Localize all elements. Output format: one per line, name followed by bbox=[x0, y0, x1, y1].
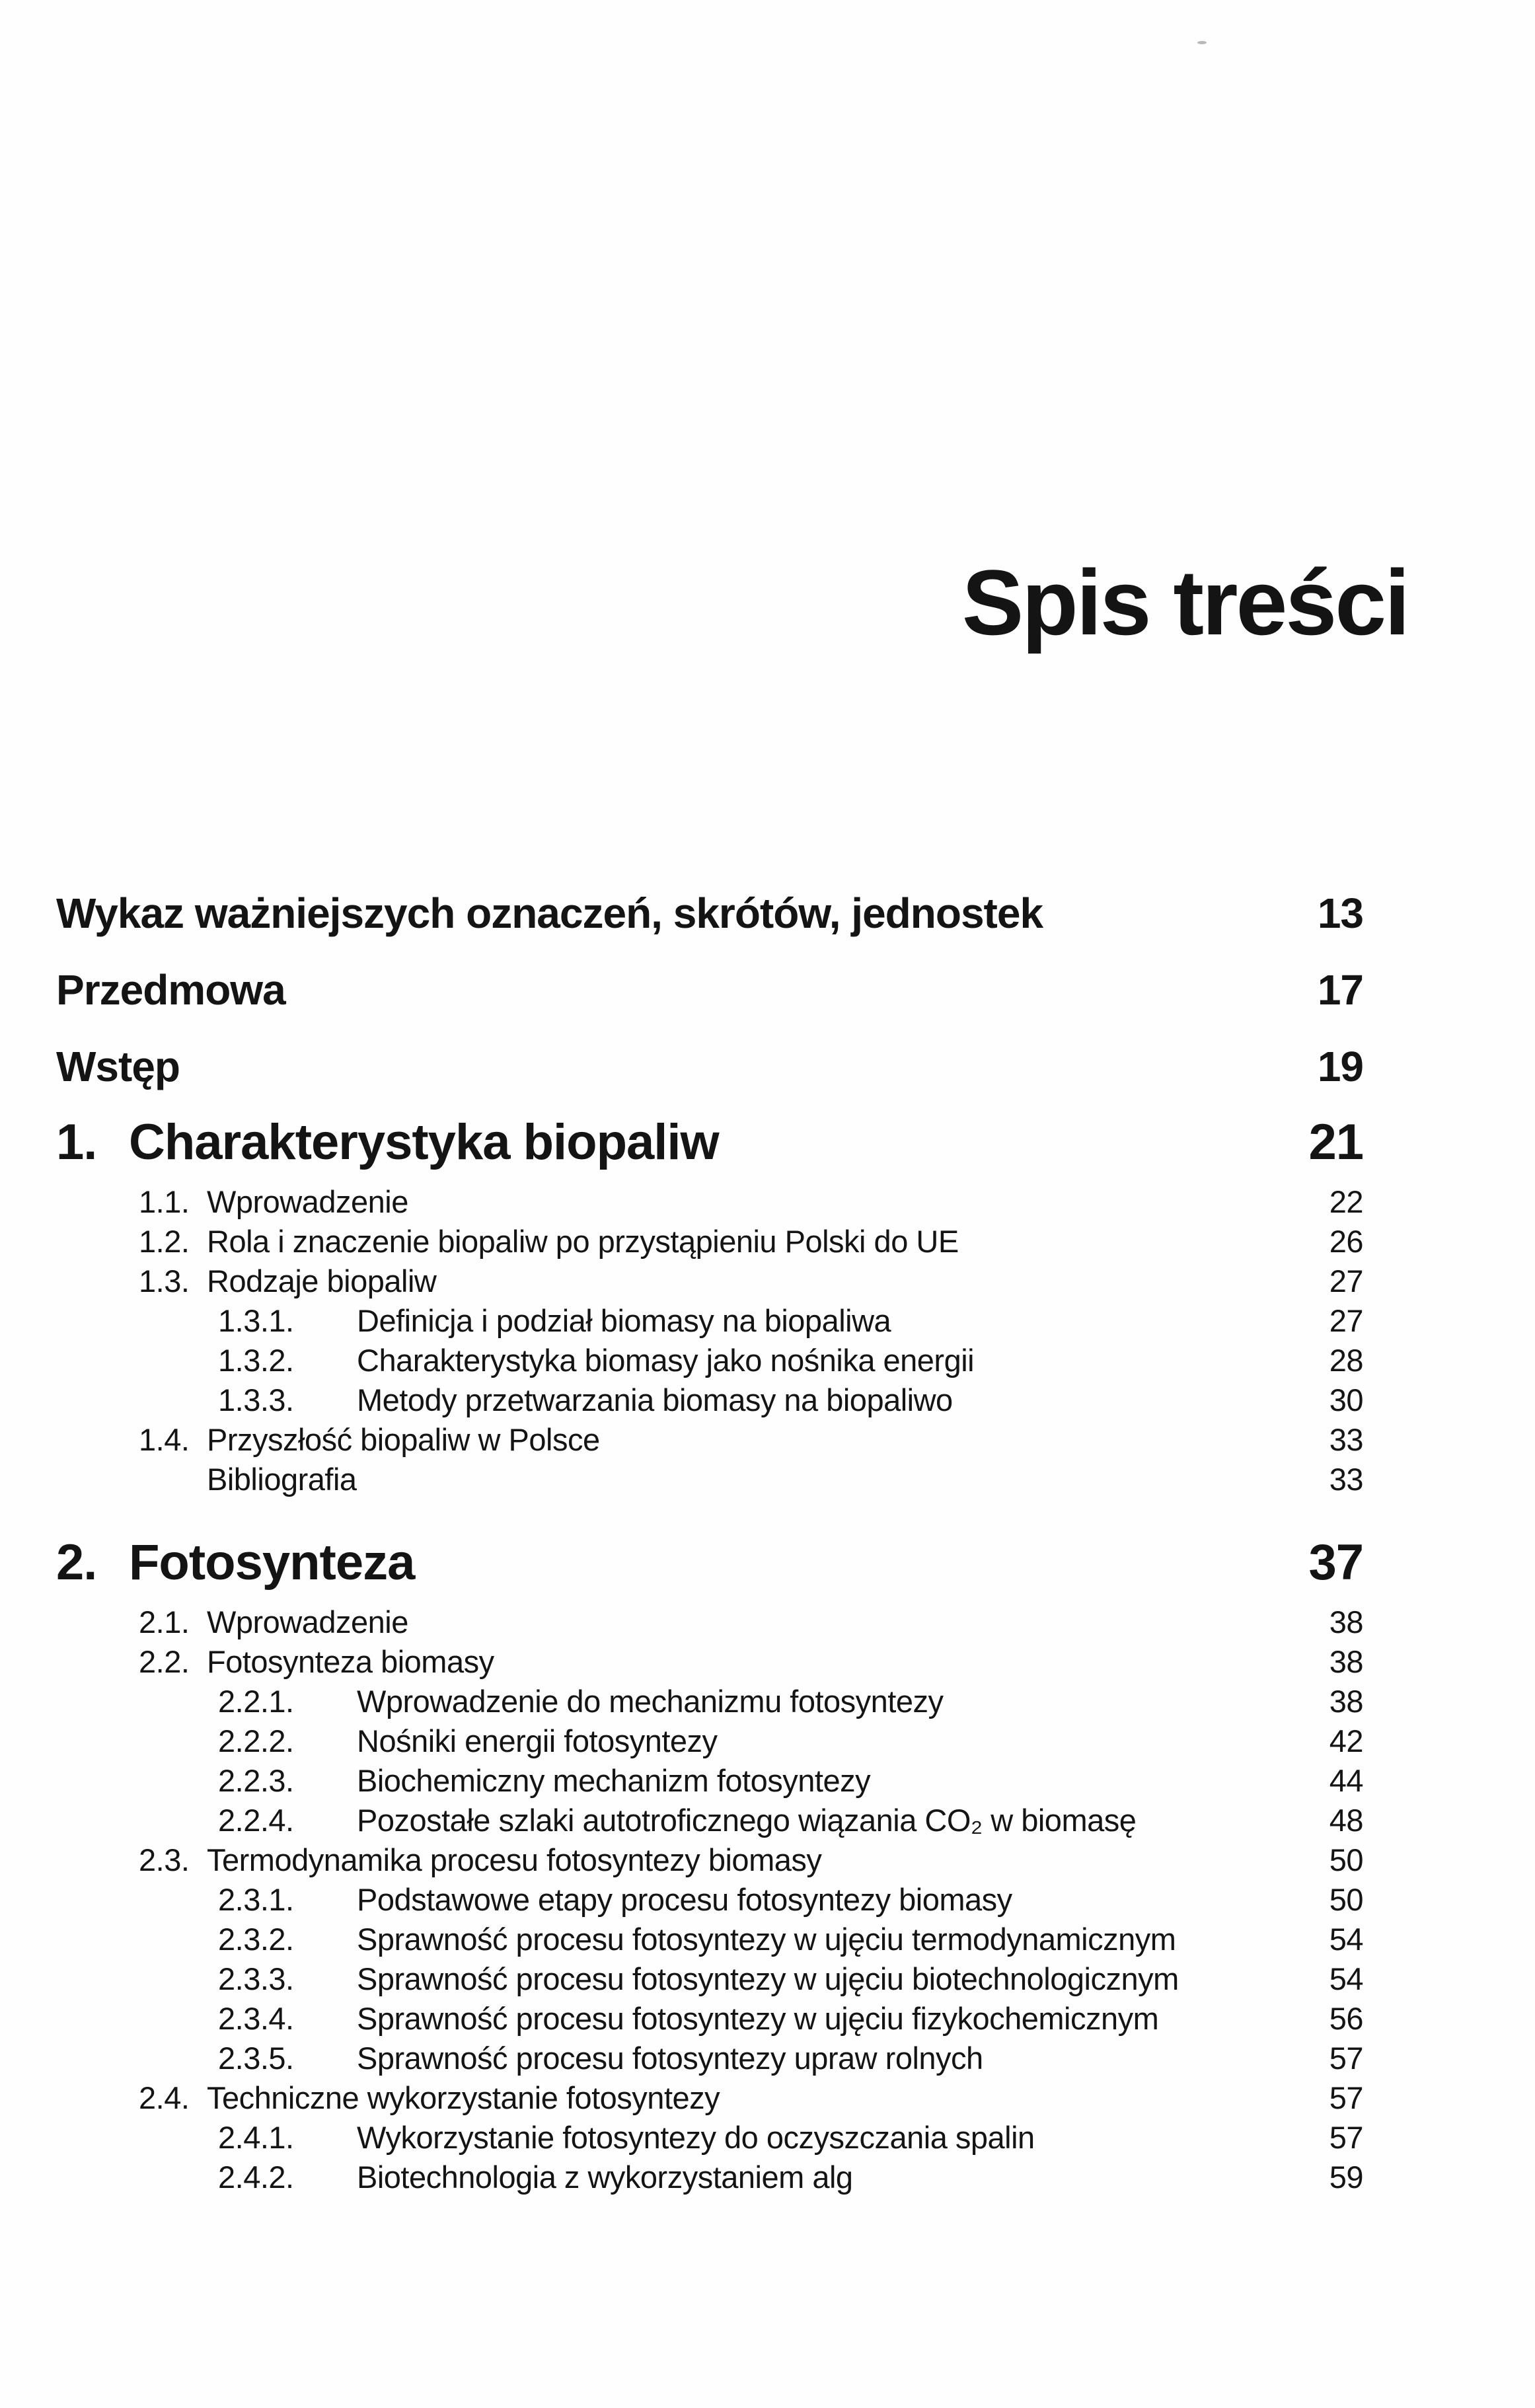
toc-entry-label: Przedmowa bbox=[56, 966, 285, 1014]
toc-entry-number: 1.3.2. bbox=[218, 1342, 294, 1378]
toc-row bbox=[56, 2117, 1363, 2157]
toc-entry-number: 2.3. bbox=[139, 1842, 190, 1877]
toc-entry-number: 1.2. bbox=[139, 1223, 190, 1259]
toc-entry-page: 37 bbox=[1308, 1534, 1363, 1591]
toc-row bbox=[56, 1419, 1363, 1459]
toc-entry-label: Bibliografia bbox=[207, 1461, 357, 1497]
toc-entry-label: Termodynamika procesu fotosyntezy biomasy bbox=[207, 1842, 822, 1877]
toc-entry-label: Wstęp bbox=[56, 1043, 180, 1090]
scan-artifact bbox=[1197, 41, 1207, 44]
toc-entry-page: 54 bbox=[1329, 1961, 1363, 1996]
toc-entry-label: Metody przetwarzania biomasy na biopaliwo bbox=[357, 1382, 953, 1417]
toc-row bbox=[56, 2078, 1363, 2117]
toc-entry-label: Przyszłość biopaliw w Polsce bbox=[207, 1421, 600, 1457]
toc-row bbox=[56, 1959, 1363, 1998]
toc-row bbox=[56, 2038, 1363, 2078]
toc-entry-label: Rodzaje biopaliw bbox=[207, 1263, 437, 1298]
toc-entry-label: Rola i znaczenie biopaliw po przystąpieniu Polski do UE bbox=[207, 1223, 959, 1259]
toc-entry-page: 57 bbox=[1329, 2080, 1363, 2115]
toc-entry-page: 26 bbox=[1329, 1223, 1363, 1259]
toc-entry-label: Pozostałe szlaki autotroficznego wiązania CO₂ w biomasę bbox=[357, 1802, 1137, 1838]
toc-row bbox=[56, 1340, 1363, 1380]
toc-row bbox=[56, 1525, 1363, 1599]
toc-entry-page: 44 bbox=[1329, 1762, 1363, 1798]
toc-entry-label: Wprowadzenie bbox=[207, 1604, 408, 1639]
toc-entry-number: 2.2. bbox=[139, 1643, 190, 1679]
toc-row bbox=[56, 952, 1363, 1028]
toc-entry-label: Wprowadzenie do mechanizmu fotosyntezy bbox=[357, 1683, 944, 1719]
toc-row bbox=[56, 875, 1363, 952]
toc-entry-number: 2.2.1. bbox=[218, 1683, 294, 1719]
table-of-contents bbox=[56, 875, 1363, 2197]
toc-entry-label: Fotosynteza biomasy bbox=[207, 1643, 494, 1679]
toc-entry-label: Sprawność procesu fotosyntezy w ujęciu fizykochemicznym bbox=[357, 2000, 1159, 2036]
toc-entry-number: 2.1. bbox=[139, 1604, 190, 1639]
toc-entry-page: 59 bbox=[1329, 2159, 1363, 2195]
toc-row bbox=[56, 1221, 1363, 1261]
toc-row bbox=[56, 1459, 1363, 1499]
toc-entry-number: 1.4. bbox=[139, 1421, 190, 1457]
page-title: Spis treści bbox=[961, 550, 1408, 654]
toc-entry-page: 27 bbox=[1329, 1302, 1363, 1338]
toc-entry-number: 2.2.2. bbox=[218, 1723, 294, 1758]
toc-entry-number: 2.4. bbox=[139, 2080, 190, 2115]
toc-entry-label: Sprawność procesu fotosyntezy w ujęciu biotechnologicznym bbox=[357, 1961, 1179, 1996]
toc-entry-page: 42 bbox=[1329, 1723, 1363, 1758]
toc-entry-number: 2.4.2. bbox=[218, 2159, 294, 2195]
toc-entry-label: Podstawowe etapy procesu fotosyntezy biomasy bbox=[357, 1881, 1012, 1917]
toc-row bbox=[56, 1919, 1363, 1959]
toc-row bbox=[56, 2157, 1363, 2197]
toc-entry-page: 38 bbox=[1329, 1683, 1363, 1719]
toc-entry-page: 28 bbox=[1329, 1342, 1363, 1378]
toc-entry-page: 50 bbox=[1329, 1842, 1363, 1877]
toc-entry-label: Sprawność procesu fotosyntezy w ujęciu termodynamicznym bbox=[357, 1921, 1176, 1957]
toc-entry-number: 2.3.3. bbox=[218, 1961, 294, 1996]
toc-entry-number: 1.1. bbox=[139, 1184, 190, 1219]
toc-row bbox=[56, 1840, 1363, 1879]
toc-entry-page: 30 bbox=[1329, 1382, 1363, 1417]
toc-entry-page: 54 bbox=[1329, 1921, 1363, 1957]
toc-row bbox=[56, 1879, 1363, 1919]
toc-entry-label: Fotosynteza bbox=[129, 1534, 415, 1591]
toc-entry-page: 21 bbox=[1308, 1113, 1363, 1170]
toc-entry-label: Charakterystyka biopaliw bbox=[129, 1113, 719, 1170]
toc-entry-label: Wprowadzenie bbox=[207, 1184, 408, 1219]
toc-entry-number: 2.3.1. bbox=[218, 1881, 294, 1917]
toc-entry-label: Definicja i podział biomasy na biopaliwa bbox=[357, 1302, 891, 1338]
toc-entry-label: Wykaz ważniejszych oznaczeń, skrótów, jednostek bbox=[56, 889, 1043, 937]
toc-entry-page: 38 bbox=[1329, 1643, 1363, 1679]
toc-entry-number: 1. bbox=[56, 1113, 97, 1170]
toc-entry-page: 56 bbox=[1329, 2000, 1363, 2036]
toc-entry-label: Techniczne wykorzystanie fotosyntezy bbox=[207, 2080, 720, 2115]
toc-entry-page: 27 bbox=[1329, 1263, 1363, 1298]
toc-row bbox=[56, 1105, 1363, 1179]
toc-row bbox=[56, 1681, 1363, 1721]
toc-entry-number: 2. bbox=[56, 1534, 97, 1591]
toc-entry-number: 2.4.1. bbox=[218, 2119, 294, 2155]
toc-entry-page: 19 bbox=[1317, 1043, 1363, 1090]
toc-entry-page: 17 bbox=[1317, 966, 1363, 1014]
toc-entry-number: 2.3.5. bbox=[218, 2040, 294, 2076]
toc-row bbox=[56, 1602, 1363, 1641]
toc-entry-label: Charakterystyka biomasy jako nośnika energii bbox=[357, 1342, 975, 1378]
toc-entry-page: 50 bbox=[1329, 1881, 1363, 1917]
toc-entry-number: 2.3.2. bbox=[218, 1921, 294, 1957]
toc-entry-page: 22 bbox=[1329, 1184, 1363, 1219]
toc-row bbox=[56, 1800, 1363, 1840]
toc-row bbox=[56, 1380, 1363, 1419]
toc-entry-label: Sprawność procesu fotosyntezy upraw rolnych bbox=[357, 2040, 983, 2076]
toc-row bbox=[56, 1182, 1363, 1221]
toc-row bbox=[56, 1721, 1363, 1760]
toc-entry-page: 38 bbox=[1329, 1604, 1363, 1639]
toc-entry-number: 2.3.4. bbox=[218, 2000, 294, 2036]
toc-entry-page: 48 bbox=[1329, 1802, 1363, 1838]
toc-row bbox=[56, 1641, 1363, 1681]
toc-entry-page: 57 bbox=[1329, 2119, 1363, 2155]
toc-row bbox=[56, 1028, 1363, 1105]
toc-row bbox=[56, 1760, 1363, 1800]
toc-entry-number: 1.3. bbox=[139, 1263, 190, 1298]
toc-entry-number: 2.2.3. bbox=[218, 1762, 294, 1798]
toc-entry-page: 33 bbox=[1329, 1421, 1363, 1457]
toc-row bbox=[56, 1998, 1363, 2038]
toc-entry-page: 33 bbox=[1329, 1461, 1363, 1497]
toc-row bbox=[56, 1300, 1363, 1340]
toc-entry-label: Biotechnologia z wykorzystaniem alg bbox=[357, 2159, 853, 2195]
toc-entry-number: 1.3.1. bbox=[218, 1302, 294, 1338]
toc-entry-label: Nośniki energii fotosyntezy bbox=[357, 1723, 718, 1758]
toc-entry-number: 1.3.3. bbox=[218, 1382, 294, 1417]
toc-entry-label: Biochemiczny mechanizm fotosyntezy bbox=[357, 1762, 871, 1798]
toc-entry-label: Wykorzystanie fotosyntezy do oczyszczania spalin bbox=[357, 2119, 1035, 2155]
toc-entry-number: 2.2.4. bbox=[218, 1802, 294, 1838]
toc-row bbox=[56, 1261, 1363, 1300]
toc-entry-page: 13 bbox=[1317, 889, 1363, 937]
toc-entry-page: 57 bbox=[1329, 2040, 1363, 2076]
